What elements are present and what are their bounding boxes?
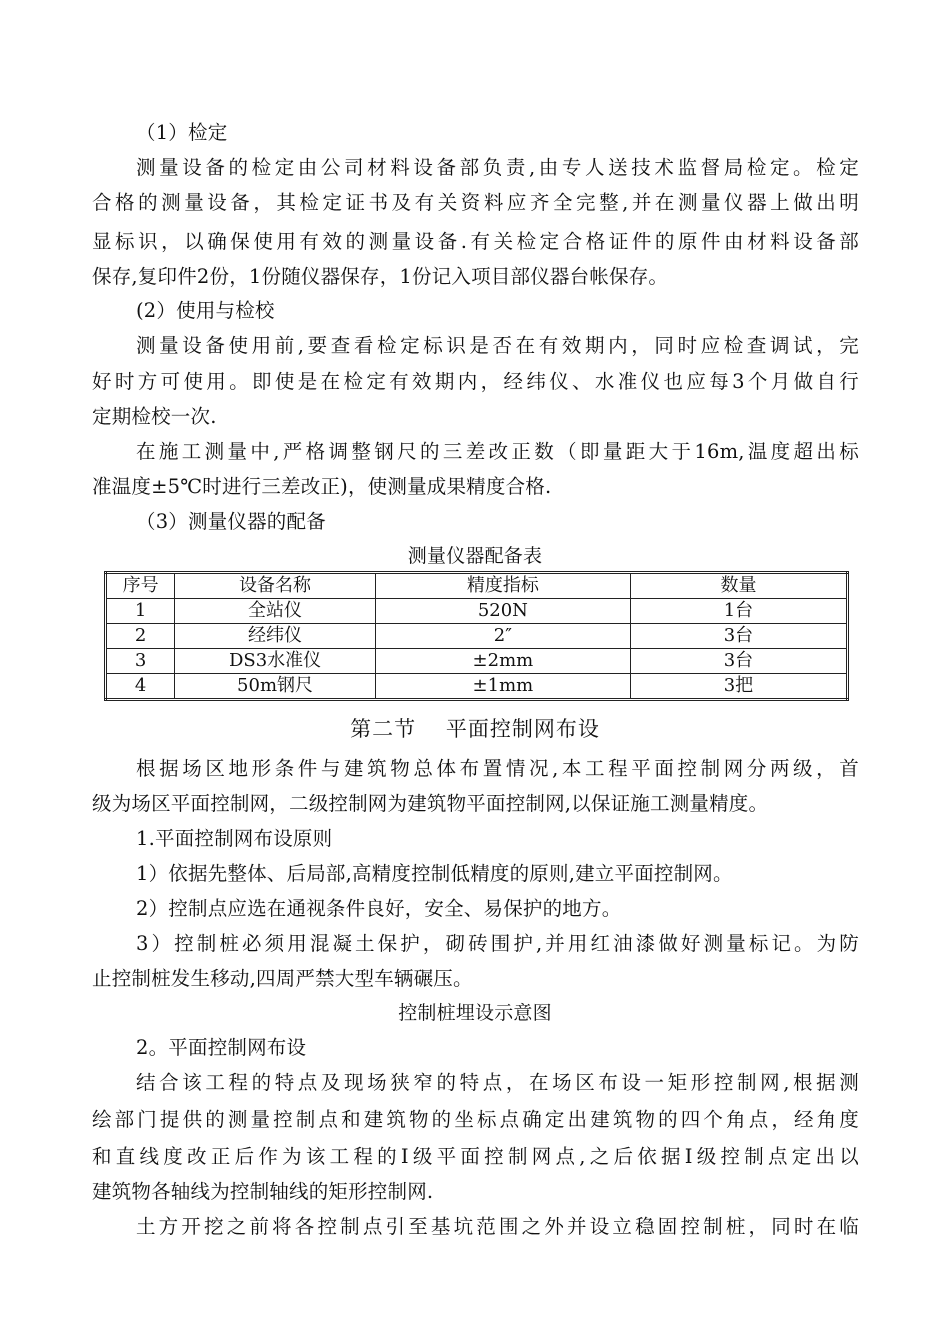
paragraph-line: 好时方可使用。即使是在检定有效期内，经纬仪、水准仪也应每3个月做自行: [92, 370, 859, 393]
subheading-usage: (2）使用与检校: [136, 299, 275, 322]
table-cell: 4: [106, 674, 175, 700]
paragraph-line: 止控制桩发生移动,四周严禁大型车辆碾压。: [92, 967, 473, 990]
paragraph-line: 保存,复印件2份，1份随仪器保存，1份记入项目部仪器台帐保存。: [92, 265, 669, 288]
paragraph-line: 根据场区地形条件与建筑物总体布置情况,本工程平面控制网分两级，首: [136, 757, 859, 780]
paragraph-line: 测量设备使用前,要查看检定标识是否在有效期内，同时应检查调试，完: [136, 334, 859, 357]
table-cell: 经纬仪: [175, 624, 376, 649]
table-cell: 1台: [630, 599, 847, 624]
paragraph-line: 土方开挖之前将各控制点引至基坑范围之外并设立稳固控制桩，同时在临: [136, 1215, 859, 1238]
section-title: 第二节 平面控制网布设: [350, 717, 600, 741]
subheading-layout: 2。平面控制网布设: [136, 1036, 307, 1059]
paragraph-line: 结合该工程的特点及现场狭窄的特点，在场区布设一矩形控制网,根据测: [136, 1071, 859, 1094]
paragraph-line: 合格的测量设备，其检定证书及有关资料应齐全完整,并在测量仪器上做出明: [92, 191, 859, 214]
table-cell: 1: [106, 599, 175, 624]
table-row: [106, 649, 848, 674]
paragraph-line: 建筑物各轴线为控制轴线的矩形控制网.: [92, 1180, 434, 1203]
column-header: 数量: [630, 573, 847, 599]
list-item: 1）依据先整体、后局部,高精度控制低精度的原则,建立平面控制网。: [136, 862, 733, 885]
table-title: 测量仪器配备表: [407, 545, 543, 567]
table-cell: ±2mm: [375, 649, 630, 674]
list-item: 3）控制桩必须用混凝土保护，砌砖围护,并用红油漆做好测量标记。为防: [136, 932, 859, 955]
paragraph-line: 在施工测量中,严格调整钢尺的三差改正数（即量距大于16m,温度超出标: [136, 440, 859, 463]
subheading-principles: 1.平面控制网布设原则: [136, 827, 333, 850]
paragraph-line: 显标识，以确保使用有效的测量设备.有关检定合格证件的原件由材料设备部: [92, 230, 859, 253]
equipment-table: [104, 571, 849, 701]
subheading-calibration: （1）检定: [136, 121, 228, 144]
paragraph-line: 绘部门提供的测量控制点和建筑物的坐标点确定出建筑物的四个角点，经角度: [92, 1108, 859, 1131]
table-header-row: [106, 573, 848, 599]
paragraph-line: 级为场区平面控制网，二级控制网为建筑物平面控制网,以保证施工测量精度。: [92, 792, 769, 815]
table-row: [106, 624, 848, 649]
column-header: 精度指标: [375, 573, 630, 599]
figure-caption: 控制桩埋设示意图: [398, 1002, 552, 1024]
table-cell: ±1mm: [375, 674, 630, 700]
table-cell: 2″: [375, 624, 630, 649]
table-cell: 3: [106, 649, 175, 674]
table-cell: 2: [106, 624, 175, 649]
column-header: 序号: [106, 573, 175, 599]
paragraph-line: 测量设备的检定由公司材料设备部负责,由专人送技术监督局检定。检定: [136, 156, 859, 179]
table-row: [106, 599, 848, 624]
list-item: 2）控制点应选在通视条件良好，安全、易保护的地方。: [136, 897, 622, 920]
table-cell: 全站仪: [175, 599, 376, 624]
subheading-equipment: （3）测量仪器的配备: [136, 510, 326, 533]
table-cell: DS3水准仪: [175, 649, 376, 674]
column-header: 设备名称: [175, 573, 376, 599]
table-cell: 3把: [630, 674, 847, 700]
table-cell: 3台: [630, 649, 847, 674]
table-cell: 520N: [375, 599, 630, 624]
paragraph-line: 准温度±5℃时进行三差改正)，使测量成果精度合格.: [92, 475, 552, 498]
paragraph-line: 和直线度改正后作为该工程的Ⅰ级平面控制网点,之后依据Ⅰ级控制点定出以: [92, 1145, 859, 1168]
table-cell: 3台: [630, 624, 847, 649]
table-cell: 50m钢尺: [175, 674, 376, 700]
table-row: [106, 674, 848, 700]
paragraph-line: 定期检校一次.: [92, 405, 217, 428]
